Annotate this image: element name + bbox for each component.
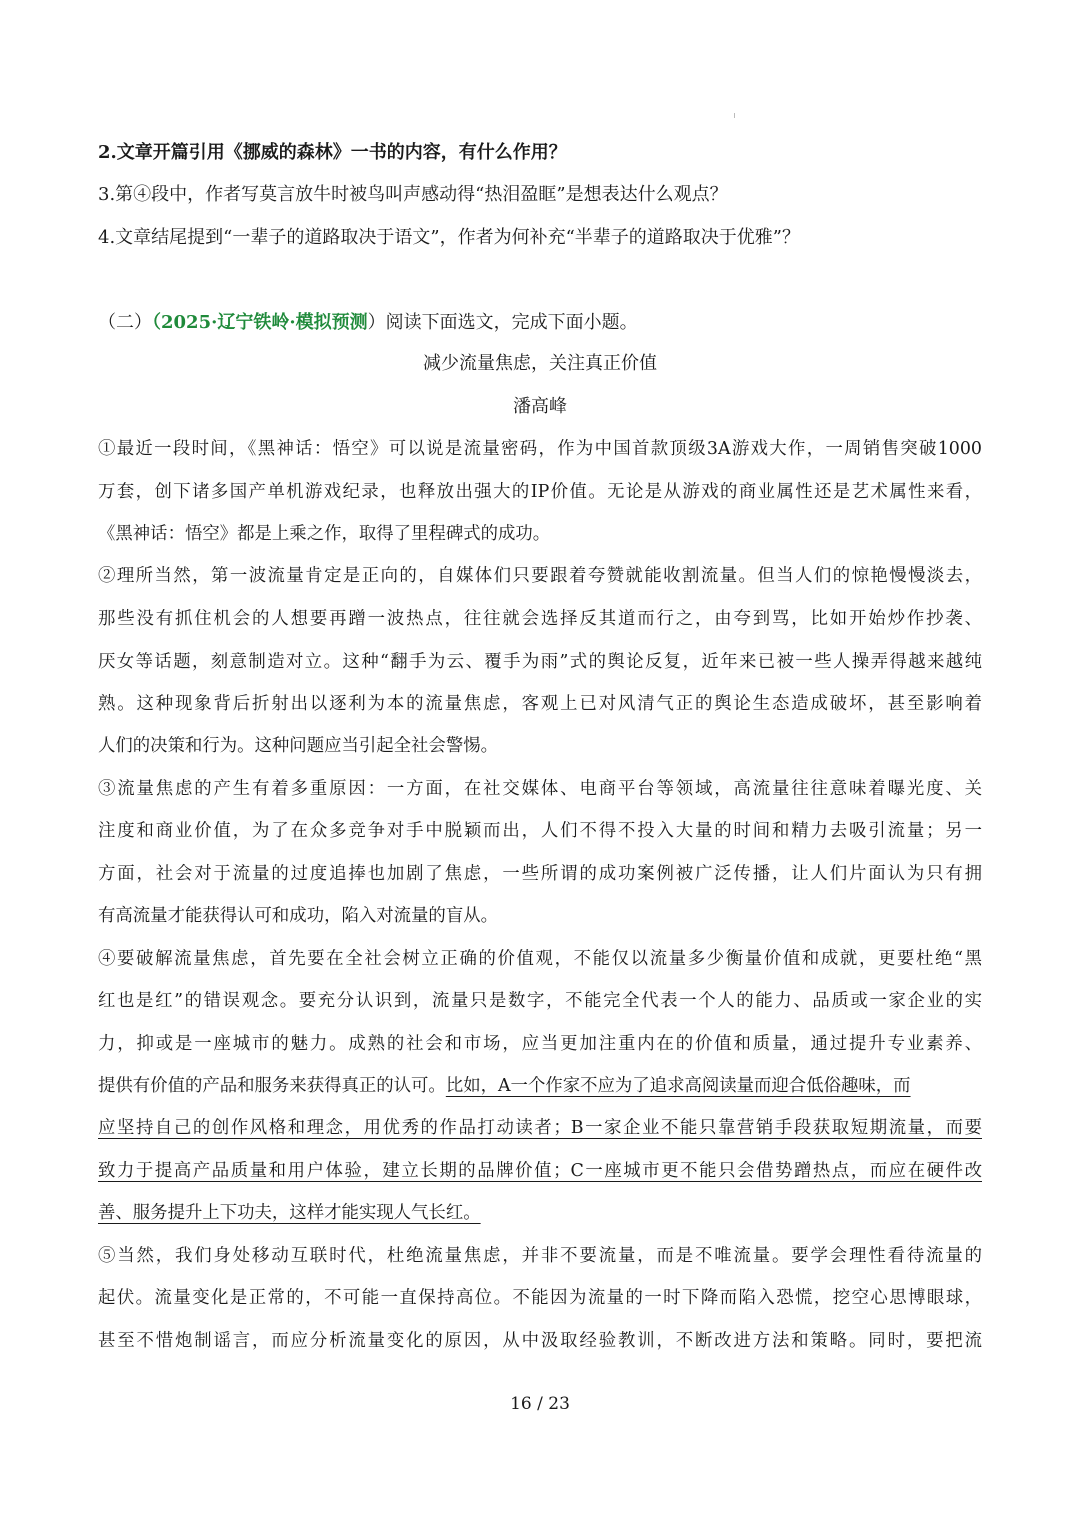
- paragraph-line: 方面，社会对于流量的过度追捧也加剧了焦虑，一些所谓的成功案例被广泛传播，让人们片面认为只有拥: [98, 864, 982, 884]
- paragraph-line: 有高流量才能获得认可和成功，陷入对流量的盲从。: [98, 906, 498, 926]
- paragraph-line: 甚至不惜炮制谣言，而应分析流量变化的原因，从中汲取经验教训，不断改进方法和策略。同时，要把流: [98, 1331, 982, 1351]
- underlined-line: 应坚持自己的创作风格和理念，用优秀的作品打动读者；B一家企业不能只靠营销手段获取短期流量，而要: [98, 1118, 982, 1138]
- paragraph-line: 那些没有抓住机会的人想要再蹭一波热点，往往就会选择反其道而行之，由夸到骂，比如开始炒作抄袭、: [98, 609, 982, 629]
- article-title: 减少流量焦虑，关注真正价值: [423, 353, 657, 374]
- paragraph-line: ②理所当然，第一波流量肯定是正向的，自媒体们只要跟着夸赞就能收割流量。但当人们的惊艳慢慢淡去，: [98, 566, 982, 586]
- paragraph-line: 熟。这种现象背后折射出以逐利为本的流量焦虑，客观上已对风清气正的舆论生态造成破坏，甚至影响着: [98, 694, 982, 714]
- paragraph-line: 力，抑或是一座城市的魅力。成熟的社会和市场，应当更加注重内在的价值和质量，通过提升专业素养、: [98, 1034, 982, 1054]
- article-author: 潘高峰: [513, 396, 567, 417]
- page-number: 16 / 23: [510, 1394, 570, 1414]
- paragraph-line-with-example: [98, 1074, 982, 1098]
- paragraph-line: 厌女等话题，刻意制造对立。这种“翻手为云、覆手为雨”式的舆论反复，近年来已被一些人操弄得越来越纯: [98, 652, 982, 672]
- underlined-text: 善、服务提升上下功夫，这样才能实现人气长红。: [98, 1203, 481, 1223]
- section-heading: [98, 311, 638, 335]
- paragraph-line: 万套，创下诸多国产单机游戏纪录，也释放出强大的IP价值。无论是从游戏的商业属性还是艺术属性来看，: [98, 482, 982, 502]
- question-2: 2.文章开篇引用《挪威的森林》一书的内容，有什么作用？: [98, 142, 567, 163]
- underlined-line-last: [98, 1201, 982, 1225]
- section-instruction: 阅读下面选文，完成下面小题。: [385, 312, 638, 333]
- question-3: 3.第④段中，作者写莫言放牛时被鸟叫声感动得“热泪盈眶”是想表达什么观点？: [98, 184, 728, 205]
- question-4: 4.文章结尾提到“一辈子的道路取决于语文”，作者为何补充“半辈子的道路取决于优雅”？: [98, 227, 800, 248]
- source-paren-left: （: [152, 312, 161, 333]
- paragraph-line: ④要破解流量焦虑，首先要在全社会树立正确的价值观，不能仅以流量多少衡量价值和成就，更要杜绝“黑: [98, 949, 982, 969]
- source-paren-right: ）: [367, 312, 386, 333]
- paragraph-line: 人们的决策和行为。这种问题应当引起全社会警惕。: [98, 736, 498, 756]
- section-number: （二）: [98, 312, 152, 333]
- underlined-example: 比如，A一个作家不应为了追求高阅读量而迎合低俗趣味，而: [445, 1076, 911, 1096]
- underlined-line: 致力于提高产品质量和用户体验，建立长期的品牌价值；C一座城市更不能只会借势蹭热点，而应在硬件改: [98, 1161, 982, 1181]
- scan-speck: [734, 113, 735, 118]
- paragraph-line: 注度和商业价值，为了在众多竞争对手中脱颖而出，人们不得不投入大量的时间和精力去吸引流量；另一: [98, 821, 982, 841]
- paragraph-line: ⑤当然，我们身处移动互联时代，杜绝流量焦虑，并非不要流量，而是不唯流量。要学会理性看待流量的: [98, 1246, 982, 1266]
- source-label: 2025·辽宁铁岭·模拟预测: [161, 312, 368, 333]
- paragraph-line: ①最近一段时间，《黑神话：悟空》可以说是流量密码，作为中国首款顶级3A游戏大作，一周销售突破1000: [98, 439, 982, 459]
- paragraph-line: ③流量焦虑的产生有着多重原因：一方面，在社交媒体、电商平台等领域，高流量往往意味着曝光度、关: [98, 779, 982, 799]
- paragraph-line: 红也是红”的错误观念。要充分认识到，流量只是数字，不能完全代表一个人的能力、品质或一家企业的实: [98, 991, 982, 1011]
- paragraph-line: 起伏。流量变化是正常的，不可能一直保持高位。不能因为流量的一时下降而陷入恐慌，挖空心思博眼球，: [98, 1288, 982, 1308]
- paragraph-line: 《黑神话：悟空》都是上乘之作，取得了里程碑式的成功。: [98, 524, 551, 544]
- paragraph-text: 提供有价值的产品和服务来获得真正的认可。: [98, 1076, 446, 1096]
